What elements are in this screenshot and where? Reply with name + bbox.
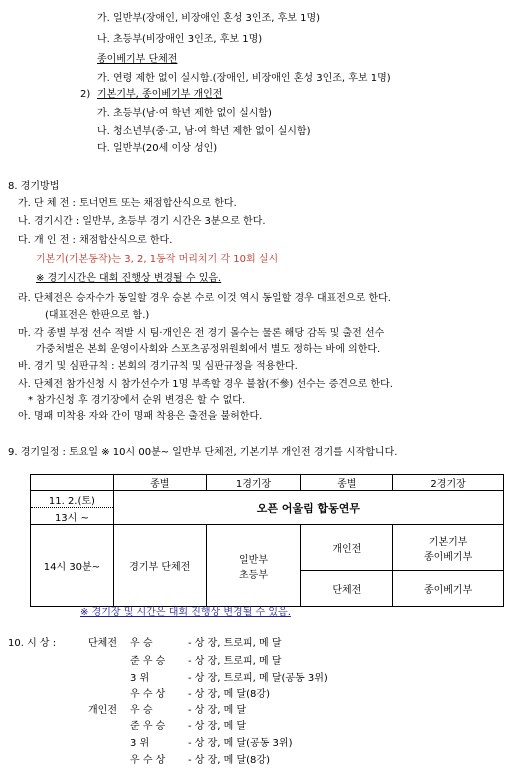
section-8-c: 다. 개 인 전 : 채점합산식으로 한다. [18, 235, 173, 246]
award-individual-prize: - 상 장, 메 달 [188, 705, 247, 716]
award-individual-rank: 준 우 승 [130, 721, 166, 732]
section-8-d2: (대표전은 한판으로 함.) [45, 310, 150, 321]
section-8-c-note2: ※ 경기시간은 대회 진행상 변경될 수 있음. [36, 273, 222, 284]
award-individual-rank: 3 위 [130, 738, 150, 749]
award-team-prize: - 상 장, 메 달(8강) [188, 689, 270, 700]
section-8-h: 아. 명패 미착용 자와 간이 명패 착용은 출전을 불허한다. [18, 411, 263, 422]
award-team-rank: 준 우 승 [130, 656, 166, 667]
award-team-rank: 3 위 [130, 673, 150, 684]
table-time-1: 13시 ~ [31, 508, 114, 525]
section-8-b: 나. 경기시간 : 일반부, 초등부 경기 시간은 3분으로 한다. [18, 216, 266, 227]
table-category-team-2: 단체전 [301, 571, 393, 607]
top-line-3: 종이베기부 단체전 [97, 54, 178, 65]
section-10-title: 10. 시 상 : [8, 638, 57, 649]
table-basic-division: 기본기부 [428, 536, 468, 548]
table-division-adult: 일반부 [239, 554, 268, 566]
table-header-category-2: 종별 [301, 475, 393, 491]
top-line-2: 나. 초등부(비장애인 3인조, 후보 1명) [97, 34, 263, 45]
table-header-category-1: 종별 [113, 475, 206, 491]
section-8-a: 가. 단 체 전 : 토너먼트 또는 채점합산식으로 한다. [18, 198, 237, 209]
award-individual-rank: 우 수 상 [130, 755, 166, 766]
section-8-d: 라. 단체전은 승자수가 동일할 경우 승본 수로 이것 역시 동일할 경우 대표전으로 한다. [18, 293, 391, 304]
section-9-title: 9. 경기일정 : 토요일 ※ 10시 00분~ 일반부 단체전, 기본기부 개인전 경기를 시작합니다. [8, 447, 398, 458]
section-8-g: 사. 단체전 참가신청 시 참가선수가 1명 부족할 경우 불참(不參) 선수는 증견으로 한다. [18, 379, 393, 390]
award-team-prize: - 상 장, 트로피, 메 달 [188, 638, 282, 649]
table-category-individual: 개인전 [301, 525, 393, 571]
award-individual-prize: - 상 장, 메 달 [188, 721, 247, 732]
top-line-4: 가. 연령 제한 없이 실시함.(장애인, 비장애인 혼성 3인조, 후보 1명) [97, 73, 391, 84]
top-line-5-num: 2) [80, 89, 91, 100]
top-line-1: 가. 일반부(장애인, 비장애인 혼성 3인조, 후보 1명) [97, 13, 321, 24]
award-individual-prize: - 상 장, 메 달(공동 3위) [188, 738, 293, 749]
schedule-table [30, 474, 504, 607]
award-individual-rank: 우 승 [130, 705, 153, 716]
table-header-court-1: 1경기장 [206, 475, 301, 491]
table-court2-team: 종이베기부 [393, 571, 504, 607]
award-individual-prize: - 상 장, 메 달(8강) [188, 755, 270, 766]
section-8-e: 마. 각 종별 부정 선수 적발 시 팀·개인은 전 경기 몰수는 물론 해당 감독 및 출전 선수 [18, 328, 385, 339]
table-court1-divisions [206, 525, 301, 607]
award-individual-label: 개인전 [88, 705, 117, 716]
table-category-team: 경기부 단체전 [113, 525, 206, 607]
award-team-rank: 우 수 상 [130, 689, 166, 700]
table-time-2: 14시 30분~ [31, 525, 114, 607]
table-opening: 오픈 어울림 합동연무 [113, 491, 503, 525]
award-team-prize: - 상 장, 트로피, 메 달(공동 3위) [188, 673, 328, 684]
table-date: 11. 2.(토) [31, 491, 114, 508]
top-line-8: 다. 일반부(20세 이상 성인) [97, 143, 218, 154]
top-line-6: 가. 초등부(남·여 학년 제한 없이 실시함) [97, 108, 272, 119]
top-line-5: 기본기부, 종이베기부 개인전 [97, 89, 223, 100]
table-court2-individual [393, 525, 504, 571]
award-team-label: 단체전 [88, 638, 117, 649]
award-team-prize: - 상 장, 트로피, 메 달 [188, 656, 282, 667]
section-9-note: ※ 경기장 및 시간은 대회 진행상 변경될 수 있음. [80, 607, 291, 618]
section-8-f: 바. 경기 및 심판규칙 : 본회의 경기규칙 및 심판규정을 적용한다. [18, 361, 298, 372]
section-8-g2: * 참가신청 후 경기장에서 순위 변경은 할 수 없다. [28, 395, 246, 406]
section-8-c-note: 기본기(기본동작)는 3, 2, 1동작 머리치기 각 10회 실시 [36, 254, 279, 265]
table-paper-cutting-division: 종이베기부 [423, 551, 473, 563]
table-header-blank [31, 475, 114, 491]
award-team-rank: 우 승 [130, 638, 153, 649]
section-8-e2: 가중처벌은 본회 운영이사회와 스포츠공정위원회에서 별도 정하는 바에 의한다. [36, 344, 381, 355]
table-header-court-2: 2경기장 [393, 475, 504, 491]
section-8-title: 8. 경기방법 [8, 181, 60, 192]
table-division-elementary: 초등부 [239, 569, 268, 581]
top-line-7: 나. 청소년부(중·고, 남·여 학년 제한 없이 실시함) [97, 126, 311, 137]
